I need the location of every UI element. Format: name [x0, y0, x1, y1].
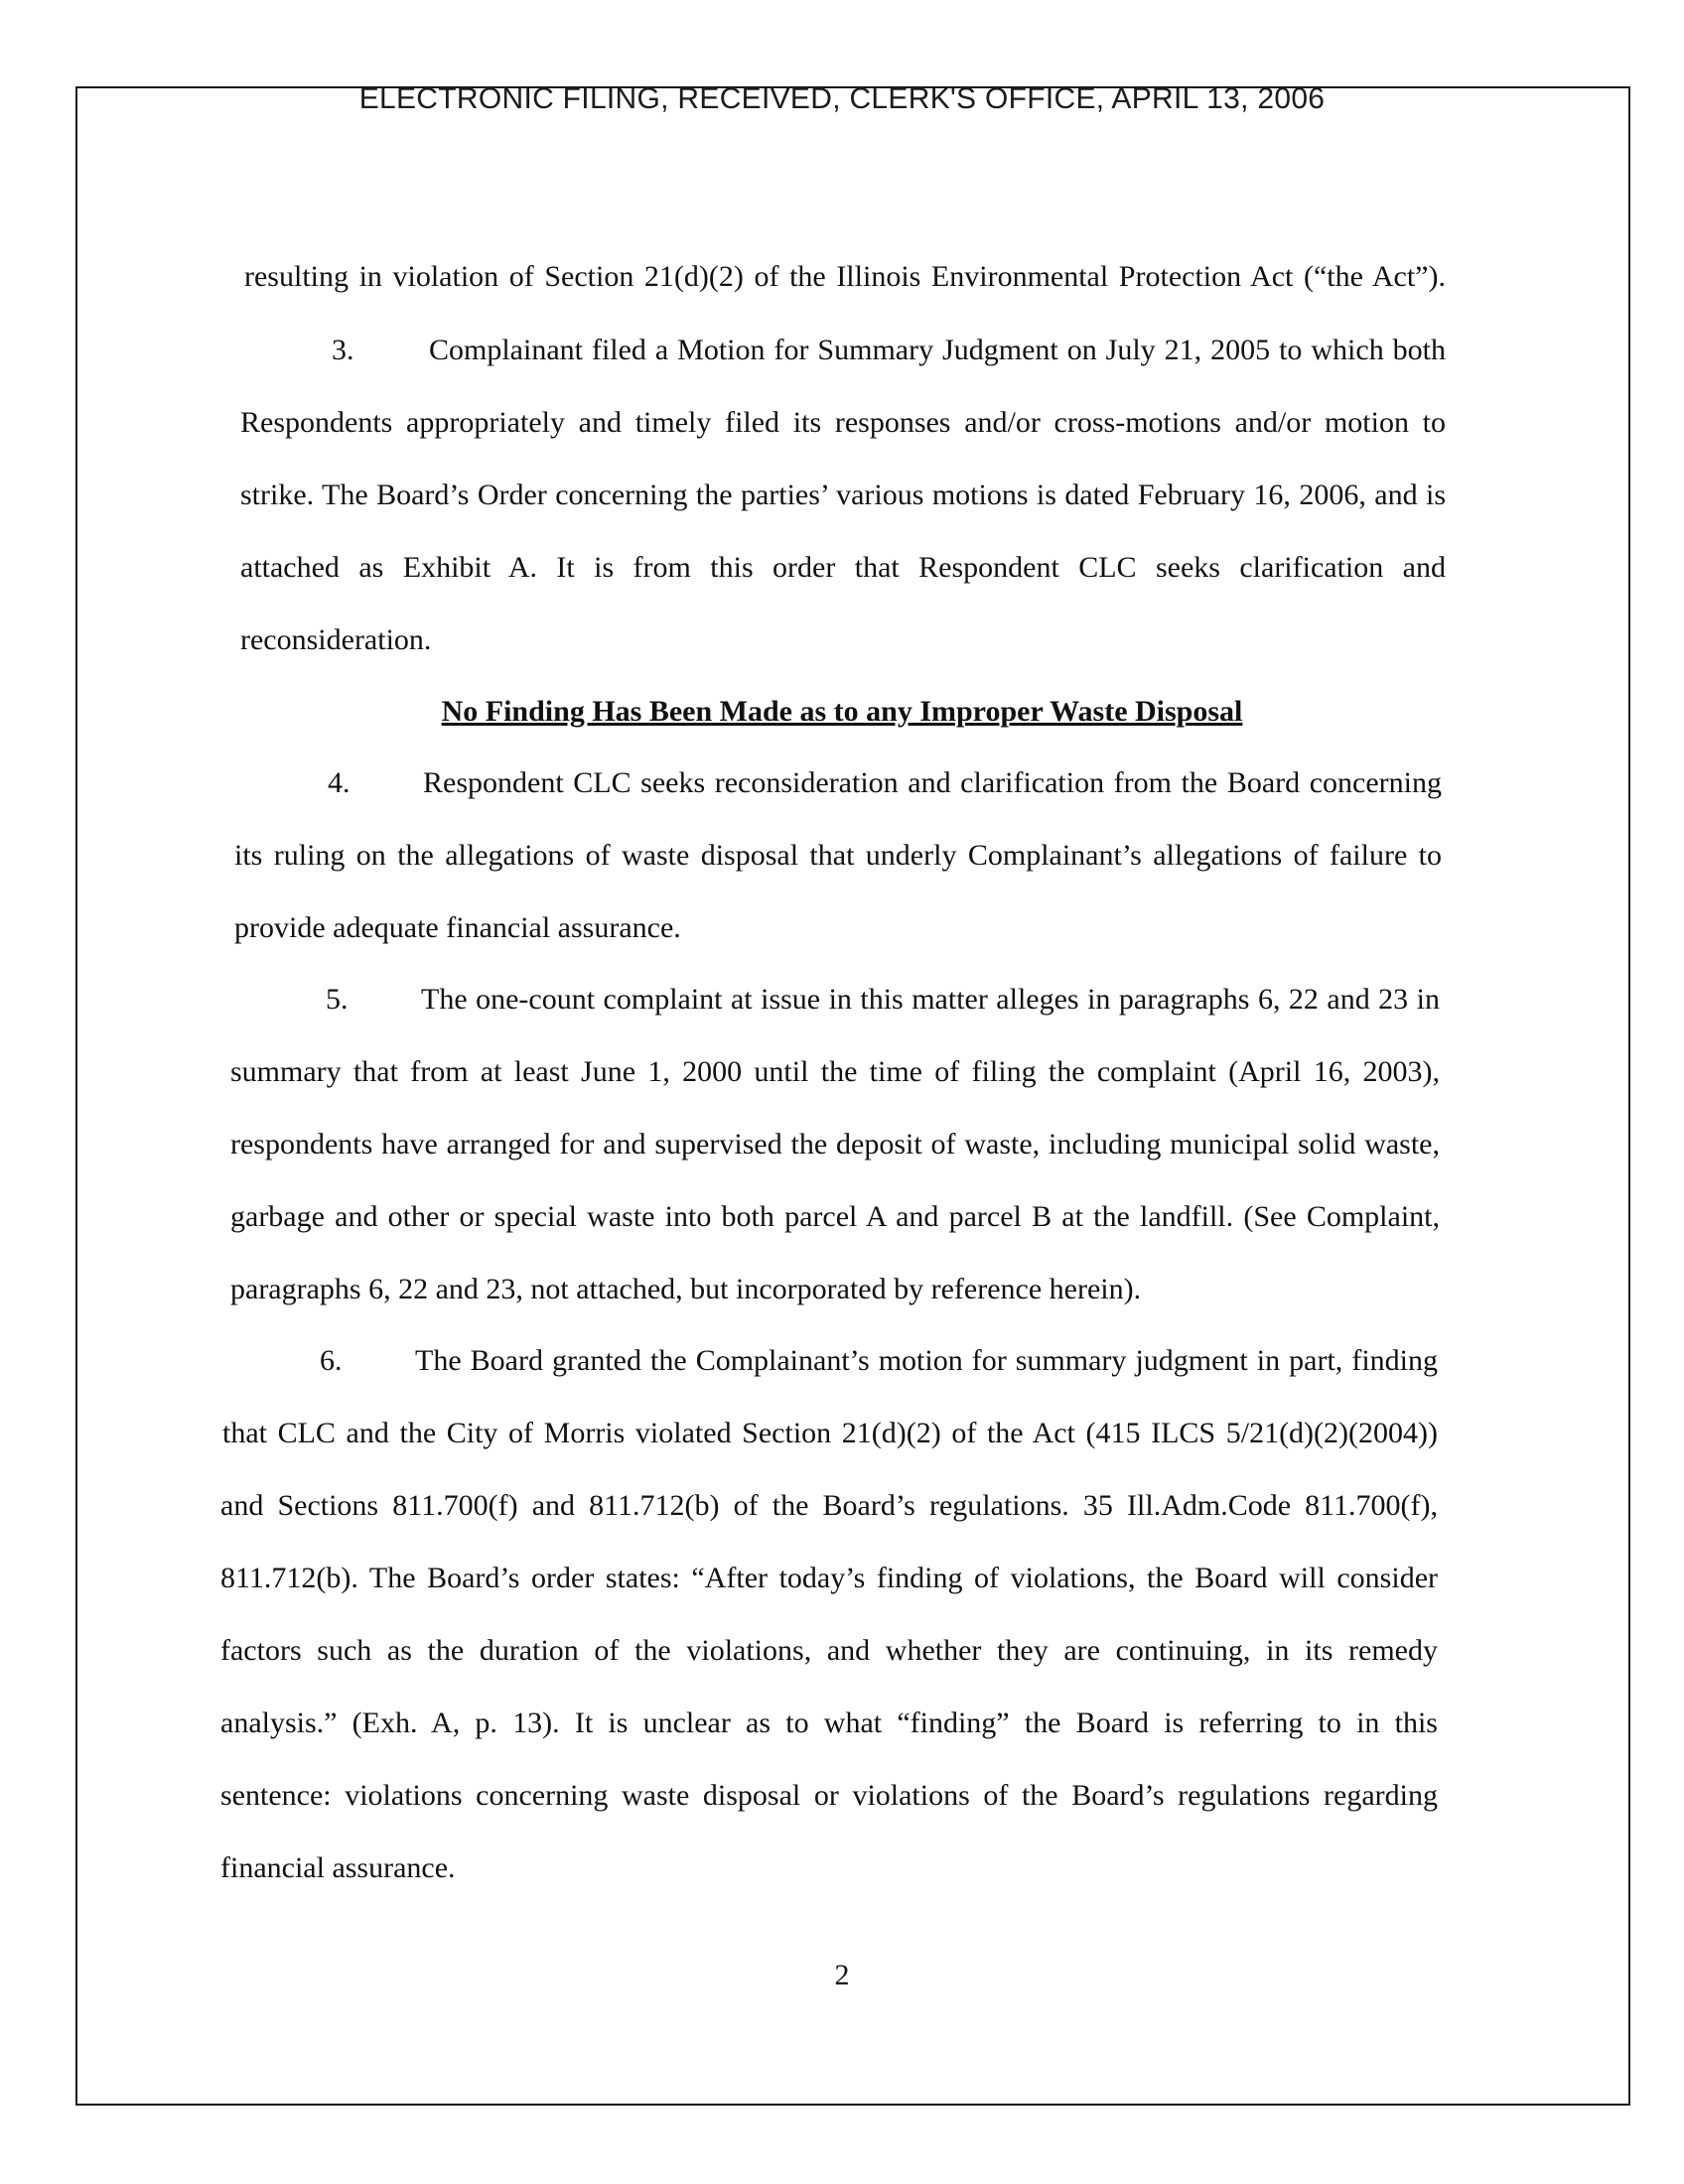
section-heading: No Finding Has Been Made as to any Improper Waste Disposal — [441, 695, 1243, 728]
paragraph-3-line-1: Complainant filed a Motion for Summary Judgment on July 21, 2005 to which both — [429, 334, 1446, 366]
paragraph-4-number: 4. — [328, 766, 351, 799]
paragraph-3-line-4: attached as Exhibit A. It is from this order that Respondent CLC seeks clarification and — [240, 551, 1446, 584]
paragraph-6-number: 6. — [320, 1344, 343, 1377]
paragraph-6-line-3: and Sections 811.700(f) and 811.712(b) of the Board’s regulations. 35 Ill.Adm.Code 811.700(f), — [220, 1489, 1438, 1522]
paragraph-5-line-3: respondents have arranged for and supervised the deposit of waste, including municipal solid waste, — [230, 1128, 1440, 1160]
page-number: 2 — [834, 1959, 850, 1991]
paragraph-3-line-5: reconsideration. — [240, 623, 432, 656]
filing-stamp: ELECTRONIC FILING, RECEIVED, CLERK'S OFFICE, APRIL 13, 2006 — [358, 82, 1326, 115]
intro-line: resulting in violation of Section 21(d)(2) of the Illinois Environmental Protection Act (“the Act”). — [244, 260, 1446, 293]
paragraph-4-line-1: Respondent CLC seeks reconsideration and clarification from the Board concerning — [423, 766, 1442, 799]
paragraph-5-line-2: summary that from at least June 1, 2000 until the time of filing the complaint (April 16, 2003), — [230, 1055, 1440, 1088]
paragraph-6-line-7: sentence: violations concerning waste disposal or violations of the Board’s regulations regarding — [220, 1779, 1438, 1812]
paragraph-4-line-2: its ruling on the allegations of waste disposal that underly Complainant’s allegations of failure to — [234, 839, 1442, 872]
paragraph-6-line-8: financial assurance. — [220, 1851, 456, 1884]
paragraph-6-line-1: The Board granted the Complainant’s motion for summary judgment in part, finding — [415, 1344, 1438, 1377]
paragraph-4-line-3: provide adequate financial assurance. — [234, 911, 681, 944]
paragraph-3-line-3: strike. The Board’s Order concerning the parties’ various motions is dated February 16, 2006, and is — [240, 478, 1446, 511]
paragraph-6-line-5: factors such as the duration of the violations, and whether they are continuing, in its remedy — [220, 1634, 1438, 1667]
paragraph-5-line-4: garbage and other or special waste into both parcel A and parcel B at the landfill. (See Complaint, — [230, 1200, 1440, 1233]
paragraph-3-number: 3. — [332, 334, 354, 366]
paragraph-5-line-1: The one-count complaint at issue in this matter alleges in paragraphs 6, 22 and 23 in — [421, 983, 1440, 1016]
paragraph-5-line-5: paragraphs 6, 22 and 23, not attached, but incorporated by reference herein). — [230, 1273, 1142, 1305]
paragraph-3-line-2: Respondents appropriately and timely filed its responses and/or cross-motions and/or motion to — [240, 406, 1446, 439]
paragraph-6-line-6: analysis.” (Exh. A, p. 13). It is unclear as to what “finding” the Board is referring to in this — [220, 1706, 1438, 1739]
paragraph-6-line-4: 811.712(b). The Board’s order states: “After today’s finding of violations, the Board will consider — [220, 1562, 1438, 1594]
paragraph-6-line-2: that CLC and the City of Morris violated Section 21(d)(2) of the Act (415 ILCS 5/21(d)(2)(2004)) — [222, 1417, 1438, 1449]
paragraph-5-number: 5. — [326, 983, 349, 1016]
